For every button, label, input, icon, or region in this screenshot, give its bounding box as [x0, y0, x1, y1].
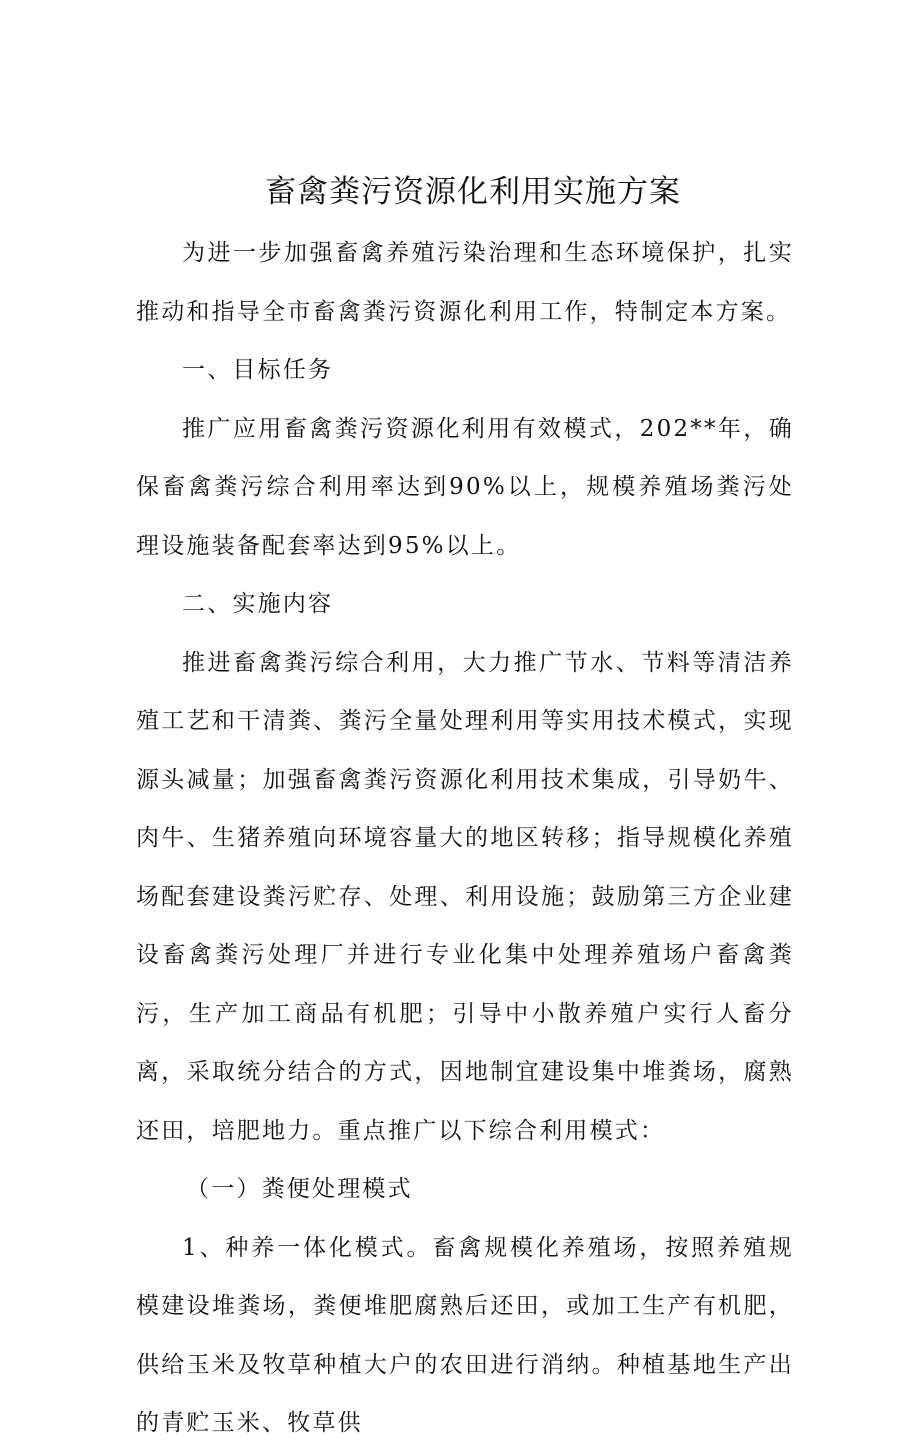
item-integrated-model-paragraph: 1、种养一体化模式。畜禽规模化养殖场，按照养殖规模建设堆粪场，粪便堆肥腐熟后还田，或加工生产有机肥，供给玉米及牧草种植大户的农田进行消纳。种植基地生产出的青贮玉米、牧草供 — [136, 1234, 794, 1436]
document-title: 畜禽粪污资源化利用实施方案 — [265, 174, 681, 210]
intro-paragraph: 为进一步加强畜禽养殖污染治理和生态环境保护，扎实推动和指导全市畜禽粪污资源化利用工作，特制定本方案。 — [136, 240, 794, 325]
section-goals-paragraph: 推广应用畜禽粪污资源化利用有效模式，202**年，确保畜禽粪污综合利用率达到90%以上，规模养殖场粪污处理设施装备配套率达到95%以上。 — [136, 415, 794, 559]
section-content-paragraph: 推进畜禽粪污综合利用，大力推广节水、节料等清洁养殖工艺和干清粪、粪污全量处理利用等实用技术模式，实现源头减量；加强畜禽粪污资源化利用技术集成，引导奶牛、肉牛、生猪养殖向环境容量大的地区转移；指导规模化养殖场配套建设粪污贮存、处理、利用设施；鼓励第三方企业建设畜禽粪污处理厂并进行专业化集中处理养殖场户畜禽粪污，生产加工商品有机肥；引导中小散养殖户实行人畜分离，采取统分结合的方式，因地制宜建设集中堆粪场，腐熟还田，培肥地力。重点推广以下综合利用模式： — [136, 649, 794, 1144]
subsection-heading-manure-treatment: （一）粪便处理模式 — [186, 1176, 413, 1202]
section-heading-content: 二、实施内容 — [182, 591, 334, 617]
section-heading-goals: 一、目标任务 — [182, 357, 334, 383]
